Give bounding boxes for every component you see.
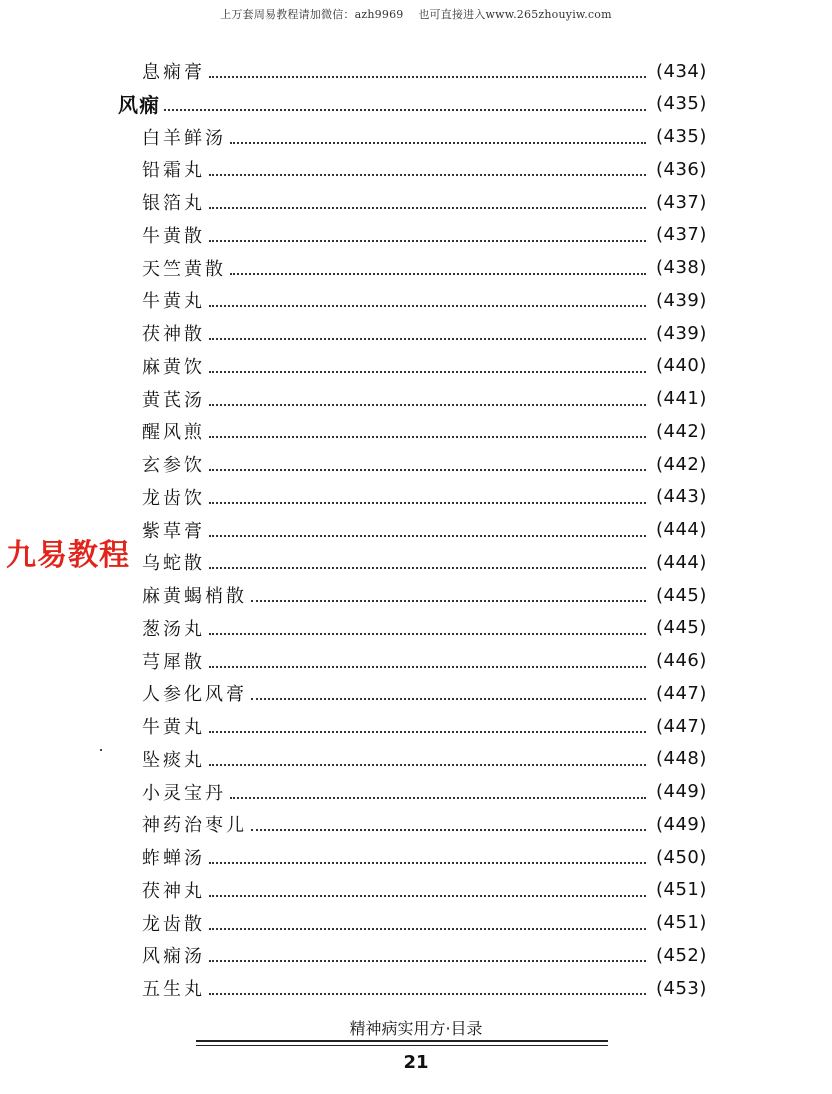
- toc-entry-page: (449): [656, 781, 707, 802]
- toc-entry-title: 小灵宝丹: [142, 782, 226, 804]
- dot-leader: [209, 303, 646, 307]
- toc-entry: [0, 448, 832, 480]
- toc-entry: [0, 907, 832, 939]
- toc-entry-page: (450): [656, 846, 707, 868]
- dot-leader: [209, 533, 646, 537]
- toc-entry: [0, 186, 832, 218]
- dot-leader: [209, 74, 646, 78]
- toc-entry-page: (444): [656, 551, 707, 573]
- dot-leader: [230, 271, 646, 275]
- toc-entry-page: (453): [656, 977, 707, 999]
- toc-entry-title: 芎犀散: [142, 651, 205, 673]
- toc-entry-page: (443): [656, 486, 707, 508]
- dot-leader: [209, 205, 646, 209]
- toc-entry-page: (451): [656, 912, 707, 933]
- toc-entry-title: 息痫膏: [142, 62, 205, 83]
- toc-entry: [0, 219, 832, 251]
- dot-leader: [209, 336, 646, 340]
- dot-leader: [209, 172, 646, 176]
- toc-entry-page: (441): [656, 388, 707, 409]
- dot-leader: [209, 926, 646, 930]
- dot-leader: [209, 238, 646, 242]
- toc-entry: [0, 252, 832, 284]
- dot-leader: [209, 467, 646, 471]
- toc-entry-page: (452): [656, 944, 707, 966]
- scan-speck: [100, 749, 102, 751]
- toc-entry-title: 玄参饮: [142, 455, 205, 476]
- toc-entry-title: 蚱蝉汤: [142, 848, 205, 869]
- toc-entry-page: (445): [656, 584, 707, 606]
- dot-leader: [251, 827, 646, 831]
- toc-entry-page: (445): [656, 617, 707, 639]
- dot-leader: [209, 958, 646, 962]
- toc-entry: [0, 612, 832, 644]
- toc-entry: [0, 710, 832, 742]
- toc-entry-page: (440): [656, 355, 707, 377]
- toc-section-heading: [0, 88, 832, 120]
- toc-entry: [0, 776, 832, 808]
- dot-leader: [230, 140, 646, 144]
- toc-entry-title: 紫草膏: [142, 520, 205, 542]
- toc-entry-title: 麻黄饮: [142, 356, 205, 378]
- toc-entry: [0, 808, 832, 840]
- dot-leader: [251, 696, 646, 700]
- page-number: 21: [403, 1052, 429, 1073]
- toc-entry: [0, 284, 832, 316]
- toc-entry-title: 黄芪汤: [142, 389, 205, 411]
- dot-leader: [230, 795, 646, 799]
- toc-entry-page: (449): [656, 813, 707, 835]
- toc-entry: [0, 317, 832, 349]
- toc-entry-title: 龙齿饮: [142, 487, 205, 509]
- toc-entry: [0, 55, 832, 87]
- toc-entry-title: 龙齿散: [142, 913, 205, 935]
- toc-entry-title: 铅霜丸: [142, 160, 205, 182]
- dot-leader: [209, 762, 646, 766]
- toc-entry-title: 人参化风膏: [142, 684, 247, 706]
- toc-entry: [0, 579, 832, 611]
- toc-entry-title: 神药治枣儿: [142, 815, 247, 837]
- toc-entry-title: 葱汤丸: [142, 618, 205, 640]
- toc-entry: [0, 841, 832, 873]
- dot-leader: [209, 729, 646, 733]
- toc-entry: [0, 350, 832, 382]
- toc-entry-title: 乌蛇散: [142, 553, 205, 575]
- toc-entry: [0, 874, 832, 906]
- toc-entry: [0, 383, 832, 415]
- dot-leader: [251, 598, 646, 602]
- dot-leader: [164, 107, 646, 111]
- toc-entry: [0, 645, 832, 677]
- toc-entry-title: 五生丸: [142, 979, 205, 1000]
- toc-entry: [0, 972, 832, 1004]
- toc-entry-title: 风痫汤: [142, 946, 205, 968]
- watermark-logo: 九易教程: [6, 538, 130, 573]
- toc-entry-title: 白羊鲜汤: [142, 127, 226, 149]
- dot-leader: [209, 369, 646, 373]
- toc-entry-page: (446): [656, 650, 707, 671]
- dot-leader: [209, 402, 646, 406]
- toc-entry-page: (439): [656, 289, 707, 311]
- dot-leader: [209, 664, 646, 668]
- dot-leader: [209, 893, 646, 897]
- dot-leader: [209, 631, 646, 635]
- toc-entry: [0, 121, 832, 153]
- toc-entry-page: (442): [656, 420, 707, 442]
- toc-entry-title: 麻黄蝎梢散: [142, 586, 247, 607]
- toc-entry: [0, 743, 832, 775]
- toc-entry-title: 天竺黄散: [142, 258, 226, 280]
- toc-entry-page: (442): [656, 453, 707, 475]
- footer-rule-thin: [196, 1045, 608, 1046]
- dot-leader: [209, 860, 646, 864]
- toc-entry-title: 银箔丸: [142, 193, 205, 214]
- toc-entry-title: 牛黄散: [142, 225, 205, 247]
- toc-entry-page: (451): [656, 879, 707, 901]
- toc-entry: [0, 939, 832, 971]
- toc-entry-page: (437): [656, 224, 707, 246]
- toc-entry-page: (438): [656, 257, 707, 278]
- toc-entry-page: (439): [656, 322, 707, 344]
- toc-entry-page: (435): [656, 126, 707, 147]
- toc-entry-title: 牛黄丸: [142, 717, 205, 738]
- top-banner: 上万套周易教程请加微信：azh9969 也可直接进入www.265zhouyiw.com: [220, 8, 612, 21]
- dot-leader: [209, 565, 646, 569]
- toc-entry-title: 醒风煎: [142, 422, 205, 444]
- toc-entry-title: 风痫: [118, 93, 160, 118]
- toc-entry: [0, 481, 832, 513]
- toc-entry-page: (436): [656, 158, 707, 180]
- toc-entry-page: (435): [656, 93, 707, 115]
- toc-entry-page: (447): [656, 715, 707, 737]
- footer-rule: [196, 1040, 608, 1042]
- toc-entry-page: (434): [656, 60, 707, 82]
- toc-entry-page: (437): [656, 191, 707, 213]
- toc-entry: [0, 153, 832, 185]
- toc-entry-page: (448): [656, 748, 707, 770]
- dot-leader: [209, 991, 646, 995]
- dot-leader: [209, 434, 646, 438]
- toc-entry-title: 牛黄丸: [142, 291, 205, 313]
- toc-entry-title: 茯神丸: [142, 880, 205, 902]
- toc-entry-page: (447): [656, 682, 707, 704]
- toc-entry-title: 坠痰丸: [142, 749, 205, 771]
- toc-entry-title: 茯神散: [142, 324, 205, 345]
- toc-entry: [0, 677, 832, 709]
- toc-entry-page: (444): [656, 519, 707, 540]
- dot-leader: [209, 500, 646, 504]
- running-footer-title: 精神病实用方·目录: [349, 1019, 483, 1038]
- toc-entry: [0, 415, 832, 447]
